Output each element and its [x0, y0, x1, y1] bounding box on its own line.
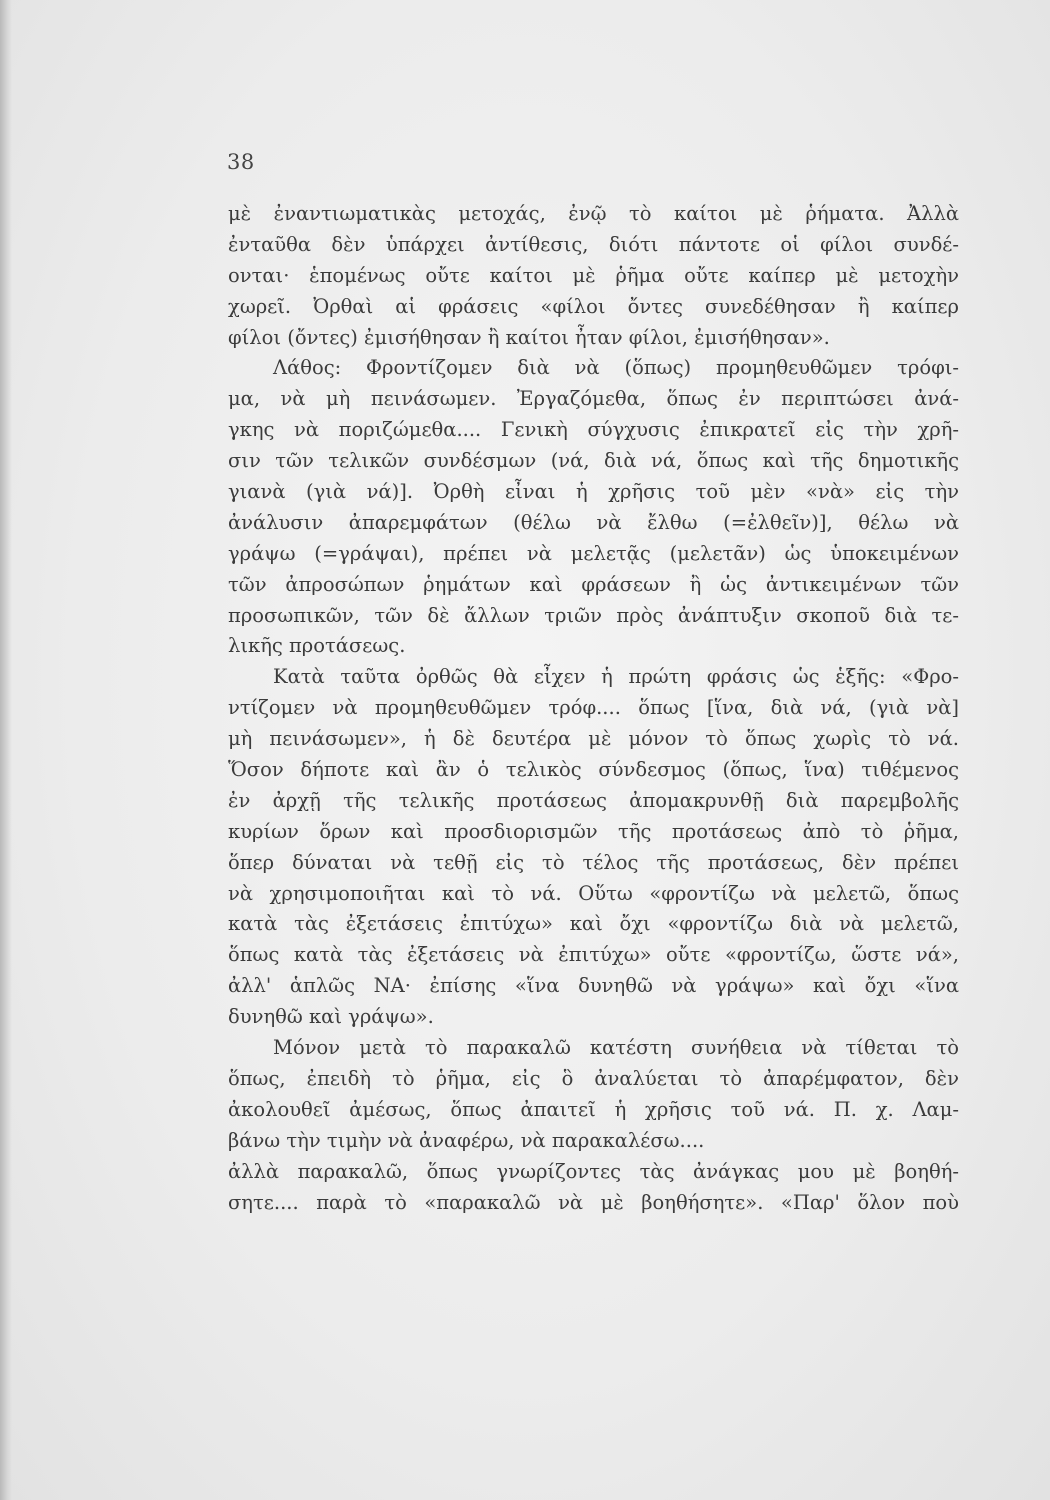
text-line: τῶν ἀπροσώπων ῥημάτων καὶ φράσεων ἢ ὡς ἀντικειμένων τῶν — [228, 572, 959, 596]
text-line: χωρεῖ. Ὀρθαὶ αἱ φράσεις «φίλοι ὄντες συνεδέθησαν ἢ καίπερ — [228, 294, 959, 318]
text-line: Κατὰ ταῦτα ὀρθῶς θὰ εἶχεν ἡ πρώτη φράσις ὡς ἑξῆς: «Φρο- — [273, 665, 959, 689]
text-line: γράψω (=γράψαι), πρέπει νὰ μελετᾷς (μελετᾶν) ὡς ὑποκειμένων — [228, 541, 959, 565]
text-line: προσωπικῶν, τῶν δὲ ἄλλων τριῶν πρὸς ἀνάπτυξιν σκοποῦ διὰ τε- — [228, 603, 959, 627]
text-line: ονται· ἑπομένως οὔτε καίτοι μὲ ῥῆμα οὔτε καίπερ μὲ μετοχὴν — [228, 263, 959, 287]
text-line: ὅπως κατὰ τὰς ἐξετάσεις νὰ ἐπιτύχω» οὔτε «φροντίζω, ὥστε νά», — [228, 943, 959, 967]
text-line: σητε.... παρὰ τὸ «παρακαλῶ νὰ μὲ βοηθήσητε». «Παρ' ὅλον ποὺ — [228, 1190, 959, 1214]
text-line: κατὰ τὰς ἐξετάσεις ἐπιτύχω» καὶ ὄχι «φροντίζω διὰ νὰ μελετῶ, — [228, 912, 959, 936]
text-line: Λάθος: Φροντίζομεν διὰ νὰ (ὅπως) προμηθευθῶμεν τρόφι- — [273, 356, 959, 380]
text-line: ὅπερ δύναται νὰ τεθῇ εἰς τὸ τέλος τῆς προτάσεως, δὲν πρέπει — [228, 850, 959, 874]
text-line: ντίζομεν νὰ προμηθευθῶμεν τρόφ.... ὅπως [ἵνα, διὰ νά, (γιὰ νὰ] — [228, 696, 959, 720]
text-line: σιν τῶν τελικῶν συνδέσμων (νά, διὰ νά, ὅπως καὶ τῆς δημοτικῆς — [228, 449, 959, 473]
text-line: γιανὰ (γιὰ νά)]. Ὀρθὴ εἶναι ἡ χρῆσις τοῦ μὲν «νὰ» εἰς τὴν — [228, 480, 959, 504]
text-line: λικῆς προτάσεως. — [228, 634, 406, 658]
text-line: μὴ πεινάσωμεν», ἡ δὲ δευτέρα μὲ μόνον τὸ ὅπως χωρὶς τὸ νά. — [228, 727, 959, 751]
text-line: βάνω τὴν τιμὴν νὰ ἀναφέρω, νὰ παρακαλέσω.... — [228, 1128, 705, 1152]
text-line: Ὅσον δήποτε καὶ ἂν ὁ τελικὸς σύνδεσμος (ὅπως, ἵνα) τιθέμενος — [228, 758, 959, 782]
text-line: ἀνάλυσιν ἀπαρεμφάτων (θέλω νὰ ἔλθω (=ἐλθεῖν)], θέλω νὰ — [228, 510, 959, 534]
text-line: νὰ χρησιμοποιῆται καὶ τὸ νά. Οὕτω «φροντίζω νὰ μελετῶ, ὅπως — [228, 881, 959, 905]
text-line: ἐν ἀρχῇ τῆς τελικῆς προτάσεως ἀπομακρυνθῇ διὰ παρεμβολῆς — [228, 788, 959, 812]
text-line: μὲ ἐναντιωματικὰς μετοχάς, ἐνῷ τὸ καίτοι μὲ ῥήματα. Ἀλλὰ — [228, 202, 959, 225]
text-line: ἀκολουθεῖ ἀμέσως, ὅπως ἀπαιτεῖ ἡ χρῆσις τοῦ νά. Π. χ. Λαμ- — [228, 1097, 959, 1121]
text-line: ἀλλὰ παρακαλῶ, ὅπως γνωρίζοντες τὰς ἀνάγκας μου μὲ βοηθή- — [228, 1159, 959, 1183]
text-line: κυρίων ὅρων καὶ προσδιορισμῶν τῆς προτάσεως ἀπὸ τὸ ῥῆμα, — [228, 819, 959, 843]
page-binding-shadow — [0, 0, 12, 1500]
text-line: γκης νὰ ποριζώμεθα.... Γενικὴ σύγχυσις ἐπικρατεῖ εἰς τὴν χρῆ- — [228, 418, 959, 442]
text-line: ὅπως, ἐπειδὴ τὸ ῥῆμα, εἰς ὃ ἀναλύεται τὸ ἀπαρέμφατον, δὲν — [228, 1066, 959, 1090]
text-line: ἀλλ' ἁπλῶς ΝΑ· ἐπίσης «ἵνα δυνηθῶ νὰ γράψω» καὶ ὄχι «ἵνα — [228, 974, 959, 998]
text-line: φίλοι (ὄντες) ἐμισήθησαν ἢ καίτοι ἦταν φίλοι, ἐμισήθησαν». — [228, 325, 830, 349]
page-number: 38 — [227, 150, 255, 174]
text-line: δυνηθῶ καὶ γράψω». — [228, 1005, 434, 1029]
text-line: Μόνον μετὰ τὸ παρακαλῶ κατέστη συνήθεια νὰ τίθεται τὸ — [273, 1036, 959, 1060]
body-text — [228, 199, 959, 1218]
text-line: ἐνταῦθα δὲν ὑπάρχει ἀντίθεσις, διότι πάντοτε οἱ φίλοι συνδέ- — [228, 232, 959, 256]
text-line: μα, νὰ μὴ πεινάσωμεν. Ἐργαζόμεθα, ὅπως ἐν περιπτώσει ἀνά- — [228, 387, 959, 411]
